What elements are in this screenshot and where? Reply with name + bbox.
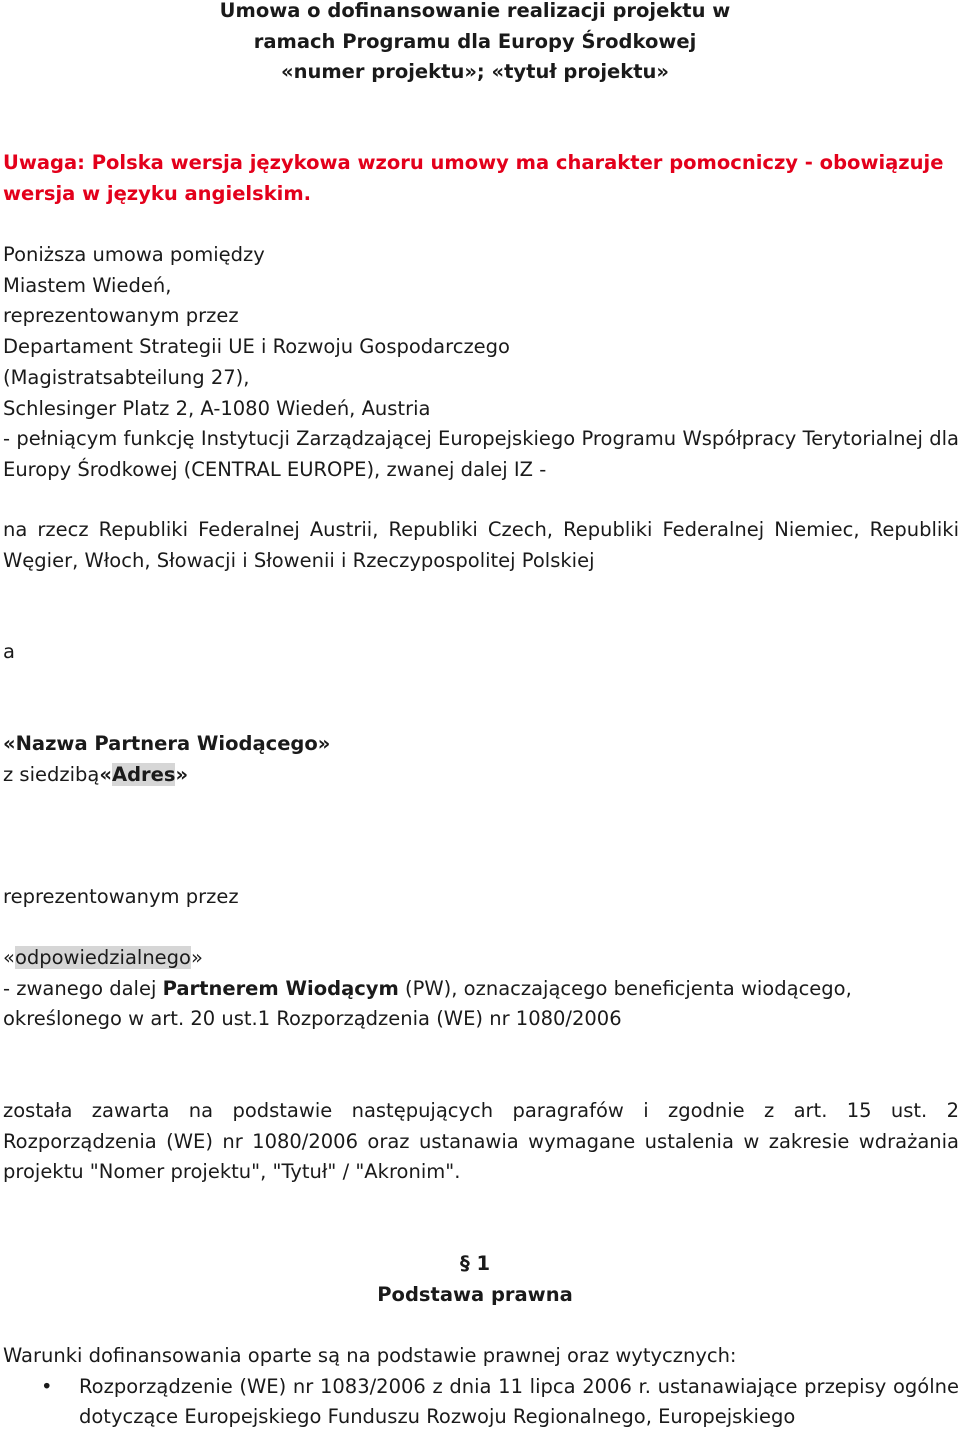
called-lead-partner <box>3 974 959 1005</box>
legal-basis-list <box>3 1372 959 1433</box>
address-field: Adres <box>111 762 176 786</box>
city-name: Miastem Wiedeń, <box>3 273 172 297</box>
title-line-3: «numer projektu»; «tytuł projektu» <box>280 60 670 84</box>
conjunction-and: a <box>3 640 15 663</box>
resp-close-mark: » <box>190 946 203 969</box>
seat-open-mark: « <box>99 762 112 786</box>
section-intro: Warunki dofinansowania oparte są na podstawie prawnej oraz wytycznych: <box>3 1344 737 1367</box>
lead-partner-block <box>3 729 959 790</box>
department-name: Departament Strategii UE i Rozwoju Gospodarczego <box>3 335 510 359</box>
lead-partner-seat <box>3 760 959 791</box>
document-title <box>3 0 947 88</box>
lead-partner-term: Partnerem Wiodącym <box>162 976 399 1000</box>
seat-close-mark: » <box>175 762 189 786</box>
lead-partner-definition <box>3 943 959 1035</box>
language-warning <box>3 148 959 209</box>
represented-by: reprezentowanym przez <box>3 304 239 328</box>
intro-text: Poniższa umowa pomiędzy <box>3 243 265 266</box>
warning-line-2: wersja w języku angielskim. <box>3 181 312 205</box>
title-line-2: ramach Programu dla Europy Środkowej <box>253 29 697 53</box>
regulation-reference: określonego w art. 20 ust.1 Rozporządzenia (WE) nr 1080/2006 <box>3 1007 622 1031</box>
resp-open-mark: « <box>3 946 15 969</box>
section-1-header <box>3 1249 947 1310</box>
warning-line-1: Uwaga: Polska wersja językowa wzoru umowy ma charakter pomocniczy - obowiązuje <box>3 151 944 174</box>
section-number: § 1 <box>459 1252 491 1275</box>
lead-partner-name-field: «Nazwa Partnera Wiodącego» <box>3 732 331 755</box>
section-1-body <box>3 1341 959 1433</box>
called-suffix: (PW), oznaczającego beneficjenta wiodącego, <box>398 976 852 1000</box>
department-code: (Magistratsabteilung 27), <box>3 365 250 389</box>
title-line-1: Umowa o dofinansowanie realizacji projektu w <box>219 0 731 22</box>
list-item: • Rozporządzenie (WE) nr 1083/2006 z dnia 11 lipca 2006 r. ustanawiające przepisy ogólne dotyczące Europejskiego Funduszu Rozwoju Regionalnego, Europejskiego <box>3 1372 959 1433</box>
responsible-person-line <box>3 943 959 974</box>
called-prefix: - zwanego dalej <box>3 976 163 1000</box>
managing-authority-block <box>3 240 959 486</box>
section-heading: Podstawa prawna <box>377 1282 573 1306</box>
responsible-person-field: odpowiedzialnego <box>14 946 191 969</box>
on-behalf-of: na rzecz Republiki Federalnej Austrii, Republiki Czech, Republiki Federalnej Niemiec, Republiki Węgier, Włoch, Słowacji i Słowenii i Rzeczypospolitej Polskiej <box>3 518 959 572</box>
lead-partner-represented-by: reprezentowanym przez <box>3 885 239 908</box>
department-address: Schlesinger Platz 2, A-1080 Wiedeń, Austria <box>3 396 431 420</box>
agreement-concluded-text: została zawarta na podstawie następujących paragrafów i zgodnie z art. 15 ust. 2 Rozporządzenia (WE) nr 1080/2006 oraz ustanawia wymagane ustalenia w zakresie wdrażania projektu "Nomer projektu", "Tytuł" / "Akronim". <box>3 1099 959 1184</box>
managing-authority-role: - pełniącym funkcję Instytucji Zarządzającej Europejskiego Programu Współpracy Terytorialnej dla Europy Środkowej (CENTRAL EUROPE), zwanej dalej IZ - <box>3 427 959 481</box>
seat-prefix: z siedzibą <box>3 762 100 786</box>
